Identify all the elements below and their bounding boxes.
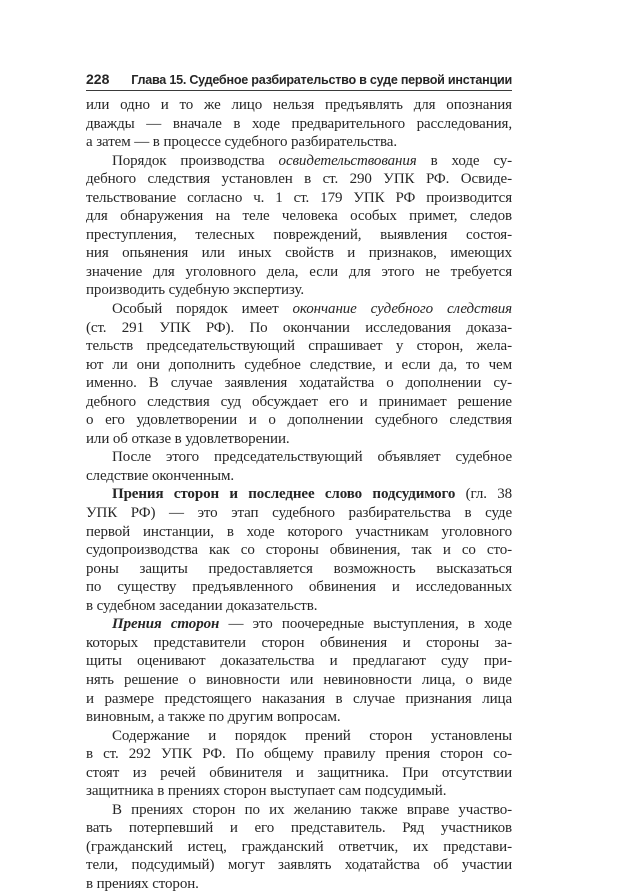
text-segment: дебного следствия установлен в ст. 290 УПК РФ. Освиде- xyxy=(86,171,512,188)
text-segment: по существу предъявленного обвинения и исследованных xyxy=(86,579,512,596)
text-segment: значение для уголовного дела, если для этого не требуется xyxy=(86,263,512,280)
page-number: 228 xyxy=(86,71,110,87)
text-line xyxy=(86,801,512,820)
emphasized-text: Прения сторон и последнее слово подсудимого xyxy=(112,486,456,503)
text-line xyxy=(86,393,512,412)
text-segment: — это поочередные выступления, в ходе xyxy=(219,616,512,633)
text-line xyxy=(86,152,512,171)
text-line xyxy=(86,300,512,319)
text-segment: ния опьянения или иных свойств и признаков, имеющих xyxy=(86,245,512,262)
text-segment: тели, подсудимый) могут заявлять ходатайства об участии xyxy=(86,857,512,874)
text-segment: ют ли они дополнить судебное следствие, и если да, то чем xyxy=(86,356,512,373)
text-segment: производить судебную экспертизу. xyxy=(86,282,304,299)
text-segment: тельств председательствующий спрашивает у сторон, жела- xyxy=(86,338,512,355)
text-segment: (гл. 38 xyxy=(455,486,512,503)
text-line xyxy=(86,207,512,226)
text-line xyxy=(86,819,512,838)
text-line xyxy=(86,560,512,579)
emphasized-text: Прения сторон xyxy=(112,616,220,633)
text-segment: а затем — в процессе судебного разбирательства. xyxy=(86,134,397,151)
text-segment: (гражданский истец, гражданский ответчик, их представи- xyxy=(86,838,512,855)
text-line xyxy=(86,745,512,764)
text-segment: в ст. 292 УПК РФ. По общему правилу прения сторон со- xyxy=(86,746,512,763)
text-line xyxy=(86,448,512,467)
text-segment: судопроизводства как со стороны обвинения, так и со сто- xyxy=(86,542,512,559)
text-segment: Особый порядок имеет xyxy=(112,301,293,318)
text-segment: или об отказе в удовлетворении. xyxy=(86,430,290,447)
running-head: Глава 15. Судебное разбирательство в суде первой инстанции xyxy=(131,73,512,87)
body-text xyxy=(86,96,512,894)
text-line xyxy=(86,578,512,597)
text-line xyxy=(86,652,512,671)
text-segment: (ст. 291 УПК РФ). По окончании исследования доказа- xyxy=(86,319,512,336)
text-line xyxy=(86,430,512,449)
text-segment: защитника в прениях сторон выступает сам подсудимый. xyxy=(86,783,447,800)
text-segment: о его удовлетворении и о дополнении судебного следствия xyxy=(86,412,512,429)
text-segment: виновным, а также по другим вопросам. xyxy=(86,709,341,726)
text-line xyxy=(86,133,512,152)
text-segment: дважды — вначале в ходе предварительного расследования, xyxy=(86,115,512,132)
text-segment: в ходе су- xyxy=(416,152,512,169)
text-line xyxy=(86,411,512,430)
text-line xyxy=(86,281,512,300)
text-line xyxy=(86,690,512,709)
emphasized-text: окончание судебного следствия xyxy=(292,301,512,318)
text-line xyxy=(86,374,512,393)
text-line xyxy=(86,541,512,560)
text-line xyxy=(86,226,512,245)
text-line xyxy=(86,244,512,263)
text-line xyxy=(86,634,512,653)
text-segment: первой инстанции, в ходе которого участникам уголовного xyxy=(86,523,512,540)
page-header xyxy=(86,68,512,91)
text-line xyxy=(86,96,512,115)
text-line xyxy=(86,115,512,134)
text-segment: и размере предстоящего наказания в случае признания лица xyxy=(86,690,512,707)
text-segment: для обнаружения на теле человека особых примет, следов xyxy=(86,208,512,225)
text-segment: тельствование согласно ч. 1 ст. 179 УПК РФ производится xyxy=(86,189,512,206)
text-line xyxy=(86,875,512,894)
text-line xyxy=(86,856,512,875)
text-line xyxy=(86,356,512,375)
text-segment: После этого председательствующий объявляет судебное xyxy=(112,449,512,466)
text-segment: Содержание и порядок прений сторон установлены xyxy=(112,727,512,744)
text-line xyxy=(86,485,512,504)
emphasized-text: освидетельствования xyxy=(278,152,417,169)
text-line xyxy=(86,597,512,616)
text-segment: преступления, телесных повреждений, выявления состоя- xyxy=(86,226,512,243)
text-line xyxy=(86,189,512,208)
text-line xyxy=(86,523,512,542)
text-line xyxy=(86,337,512,356)
text-line xyxy=(86,504,512,523)
text-line xyxy=(86,838,512,857)
text-line xyxy=(86,727,512,746)
text-segment: в судебном заседании доказательств. xyxy=(86,597,318,614)
text-line xyxy=(86,615,512,634)
text-segment: в прениях сторон. xyxy=(86,875,199,892)
text-segment: Порядок производства xyxy=(112,152,279,169)
text-segment: или одно и то же лицо нельзя предъявлять для опознания xyxy=(86,97,512,113)
text-segment: УПК РФ) — это этап судебного разбирательства в суде xyxy=(86,505,512,522)
text-line xyxy=(86,170,512,189)
text-line xyxy=(86,319,512,338)
text-line xyxy=(86,764,512,783)
text-segment: щиты оценивают доказательства и предлагают суду при- xyxy=(86,653,512,670)
text-line xyxy=(86,467,512,486)
text-line xyxy=(86,263,512,282)
text-segment: дебного следствия суд обсуждает его и принимает решение xyxy=(86,393,512,410)
text-segment: именно. В случае заявления ходатайства о дополнении су- xyxy=(86,375,512,392)
text-segment: стоят из речей обвинителя и защитника. При отсутствии xyxy=(86,764,512,781)
text-line xyxy=(86,708,512,727)
text-segment: следствие оконченным. xyxy=(86,467,234,484)
text-segment: которых представители сторон обвинения и стороны за- xyxy=(86,634,512,651)
text-segment: роны защиты предоставляется возможность высказаться xyxy=(86,560,512,577)
text-segment: нять решение о виновности или невиновности лица, о виде xyxy=(86,671,512,688)
text-segment: В прениях сторон по их желанию также вправе участво- xyxy=(112,801,512,818)
text-line xyxy=(86,782,512,801)
text-line xyxy=(86,671,512,690)
text-segment: вать потерпевший и его представитель. Ряд участников xyxy=(86,820,512,837)
